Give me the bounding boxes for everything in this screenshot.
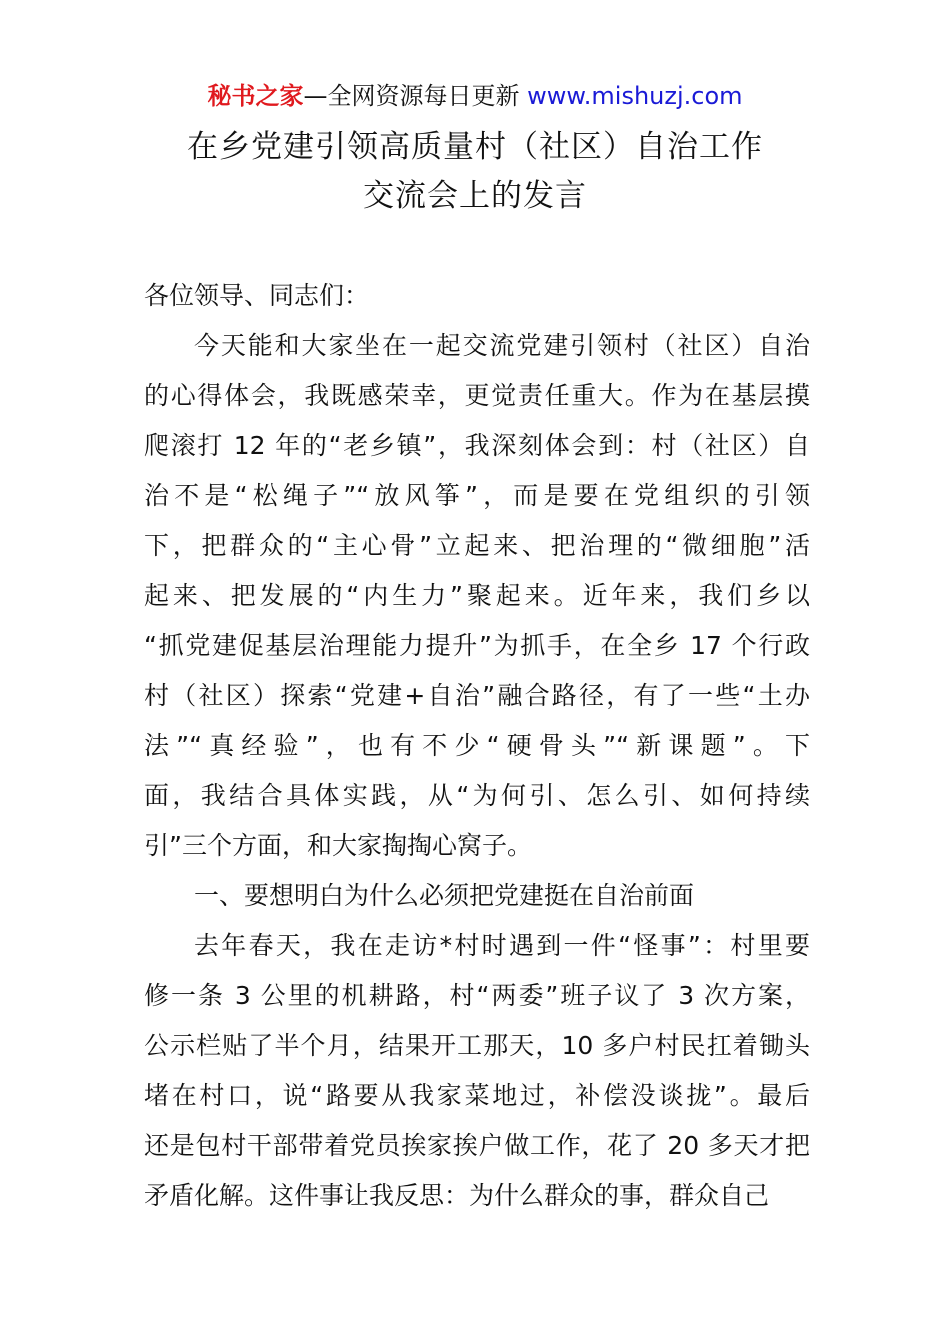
body-line: 矛盾化解。这件事让我反思：为什么群众的事，群众自己 [144,1181,770,1210]
salutation: 各位领导、同志们： [144,281,370,310]
body-line: “抓党建促基层治理能力提升”为抓手，在全乡 17 个行政 [144,631,810,660]
body-line: 堵在村口，说“路要从我家菜地过，补偿没谈拢”。最后 [144,1081,810,1110]
body-line: 爬滚打 12 年的“老乡镇”，我深刻体会到：村（社区）自 [144,431,810,460]
body-line: 面，我结合具体实践，从“为何引、怎么引、如何持续 [144,781,810,810]
body-line: 引”三个方面，和大家掏掏心窝子。 [144,831,532,860]
body-line: 法”“真经验”，也有不少“硬骨头”“新课题”。下 [144,731,810,760]
body-line: 治不是“松绳子”“放风筝”，而是要在党组织的引领 [144,481,810,510]
body-line: 公示栏贴了半个月，结果开工那天，10 多户村民扛着锄头 [144,1031,810,1060]
body-line: 今天能和大家坐在一起交流党建引领村（社区）自治 [194,331,810,360]
body-paragraph [144,921,810,1221]
body-line: 还是包村干部带着党员挨家挨户做工作，花了 20 多天才把 [144,1131,810,1160]
document-title-line-1: 在乡党建引领高质量村（社区）自治工作 [187,129,763,165]
body-line: 下，把群众的“主心骨”立起来、把治理的“微细胞”活 [144,531,810,560]
document-title-line-2: 交流会上的发言 [363,178,587,214]
body-paragraph [144,871,810,921]
site-url-link[interactable]: www.mishuzj.com [527,82,743,110]
body-line: 去年春天，我在走访*村时遇到一件“怪事”：村里要 [194,931,810,960]
document-body [144,321,810,1221]
body-line: 起来、把发展的“内生力”聚起来。近年来，我们乡以 [144,581,810,610]
body-line: 修一条 3 公里的机耕路，村“两委”班子议了 3 次方案， [144,981,810,1010]
body-line: 一、要想明白为什么必须把党建挺在自治前面 [194,881,695,910]
brand-name: 秘书之家 [207,82,304,110]
site-banner [0,80,950,112]
body-paragraph [144,321,810,871]
body-line: 村（社区）探索“党建+自治”融合路径，有了一些“土办 [144,681,810,710]
banner-tagline: —全网资源每日更新 [303,82,528,110]
body-line: 的心得体会，我既感荣幸，更觉责任重大。作为在基层摸 [144,381,810,410]
